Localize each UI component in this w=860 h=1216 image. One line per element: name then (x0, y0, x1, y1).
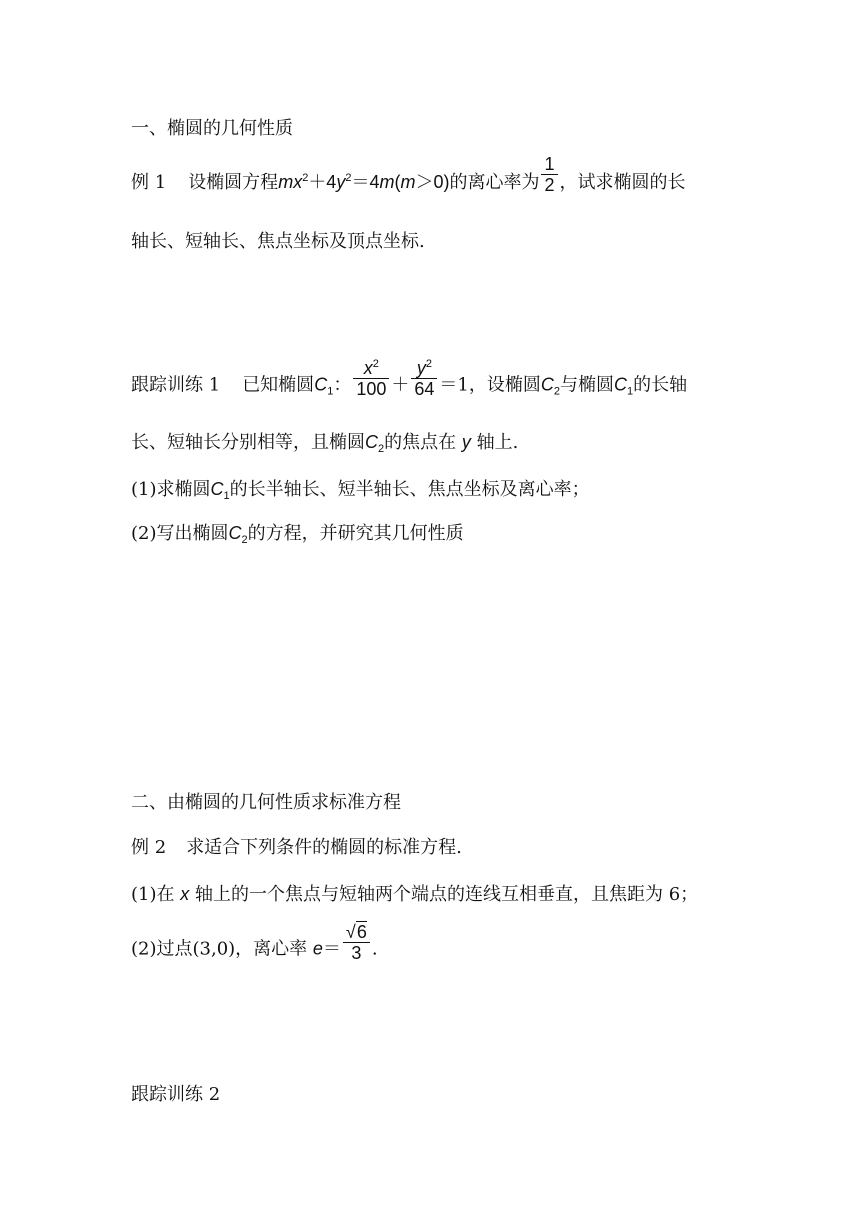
example2-text: 求适合下列条件的椭圆的标准方程. (186, 837, 462, 858)
section2-title: 二、由椭圆的几何性质求标准方程 (131, 792, 401, 813)
fraction-y2-over-64: $\frac{y^2}{64}$ (411, 358, 437, 399)
fraction-sqrt6-over-3: $\frac{√6}{3}$ (343, 922, 370, 963)
practice1-question2: (2)写出椭圆$C_2$的方程，并研究其几何性质 (131, 523, 464, 546)
example1-line1 (131, 153, 686, 195)
fraction-x2-over-100: $\frac{x^2}{100}$ (353, 358, 389, 399)
practice1-label: 跟踪训练 1 (131, 374, 221, 396)
practice1-line1: 跟踪训练 1 已知椭圆$C_1$： $\frac{x^2}{100}$ ＋ $\frac{y^2}{64}$ ＝1，设椭圆$C_2$与椭圆$C_1$的长轴 (131, 358, 688, 399)
practice1-line2: 长、短轴长分别相等，且椭圆$C_2$的焦点在 y 轴上. (131, 432, 519, 455)
sqrt-sign: √6 (345, 922, 367, 942)
example1-text-c: ，试求椭圆的长 (559, 172, 686, 193)
practice1-text-a: 已知椭圆 (242, 374, 315, 396)
ellipse-equation: $mx^2+4y^2=4m(m>0)$ (278, 172, 450, 192)
example1-text-a: 设椭圆方程 (188, 172, 279, 193)
example1-text-b: 的离心率为 (449, 172, 540, 193)
example1-label: 例 1 (131, 172, 167, 193)
example2-question1: (1)在 x 轴上的一个焦点与短轴两个端点的连线互相垂直，且焦距为 6； (131, 884, 699, 905)
example2-question2: (2)过点(3,0)，离心率 e＝ $\frac{√6}{3}$ . (131, 922, 378, 963)
fraction-one-half: $\frac{1}{2}$ (541, 154, 557, 195)
example2-label: 例 2 (131, 837, 167, 858)
example1-line2: 轴长、短轴长、焦点坐标及顶点坐标. (131, 231, 425, 252)
practice2-label: 跟踪训练 2 (131, 1084, 221, 1105)
section1-title: 一、椭圆的几何性质 (131, 118, 293, 139)
example2-line1 (131, 836, 462, 860)
practice1-question1: (1)求椭圆$C_1$的长半轴长、短半轴长、焦点坐标及离心率； (131, 479, 590, 502)
